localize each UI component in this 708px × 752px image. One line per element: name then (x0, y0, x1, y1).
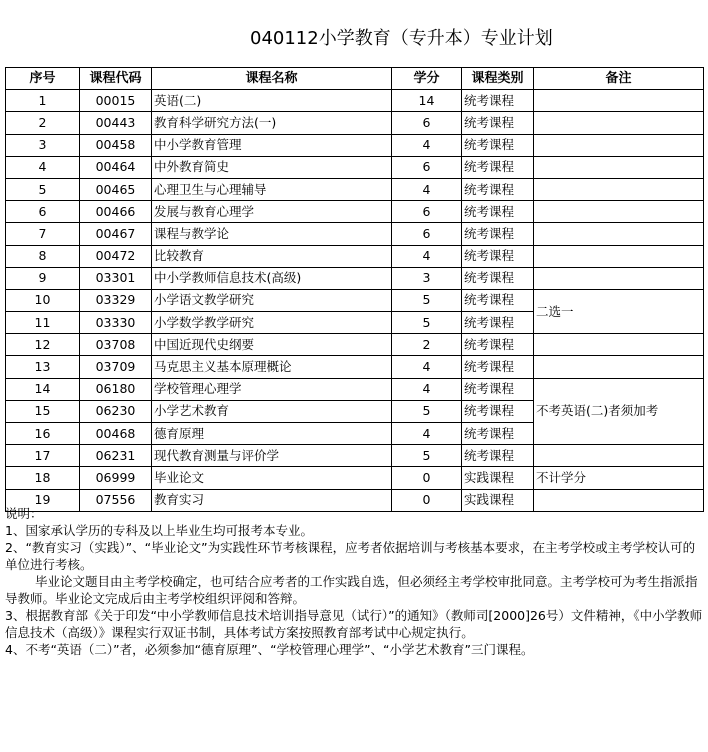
row-code: 07556 (80, 489, 152, 511)
row-remark (534, 445, 704, 467)
row-remark (534, 245, 704, 267)
row-type: 统考课程 (462, 445, 534, 467)
row-type: 统考课程 (462, 423, 534, 445)
row-type: 统考课程 (462, 134, 534, 156)
row-no: 11 (6, 312, 80, 334)
row-credit: 4 (392, 134, 462, 156)
row-credit: 6 (392, 223, 462, 245)
row-no: 1 (6, 90, 80, 112)
row-type: 统考课程 (462, 400, 534, 422)
row-type: 统考课程 (462, 223, 534, 245)
header-type: 课程类别 (462, 68, 534, 90)
row-type: 统考课程 (462, 112, 534, 134)
row-code: 00468 (80, 423, 152, 445)
row-code: 03709 (80, 356, 152, 378)
row-code: 06231 (80, 445, 152, 467)
row-credit: 0 (392, 467, 462, 489)
row-remark (534, 112, 704, 134)
row-type: 统考课程 (462, 90, 534, 112)
row-remark (534, 223, 704, 245)
row-no: 14 (6, 378, 80, 400)
row-no: 19 (6, 489, 80, 511)
row-no: 7 (6, 223, 80, 245)
row-code: 06180 (80, 378, 152, 400)
row-code: 03708 (80, 334, 152, 356)
row-name: 马克思主义基本原理概论 (152, 356, 392, 378)
table-row (6, 378, 704, 400)
row-name: 德育原理 (152, 423, 392, 445)
row-no: 17 (6, 445, 80, 467)
table-row (6, 223, 704, 245)
row-name: 中国近现代史纲要 (152, 334, 392, 356)
header-code: 课程代码 (80, 68, 152, 90)
row-remark (534, 178, 704, 200)
row-name: 发展与教育心理学 (152, 201, 392, 223)
row-remark (534, 90, 704, 112)
row-no: 16 (6, 423, 80, 445)
row-type: 统考课程 (462, 289, 534, 311)
row-code: 00015 (80, 90, 152, 112)
row-no: 15 (6, 400, 80, 422)
table-row (6, 90, 704, 112)
note-2-detail: 毕业论文题目由主考学校确定，也可结合应考者的工作实践自选，但必须经主考学校审批同意。主考学校可为考生指派指导教师。毕业论文完成后由主考学校组织评阅和答辩。 (5, 574, 698, 606)
row-name: 教育实习 (152, 489, 392, 511)
row-no: 5 (6, 178, 80, 200)
row-code: 00458 (80, 134, 152, 156)
page-title: 040112小学教育（专升本）专业计划 (250, 28, 553, 49)
row-name: 毕业论文 (152, 467, 392, 489)
row-no: 8 (6, 245, 80, 267)
row-name: 课程与教学论 (152, 223, 392, 245)
row-remark (534, 356, 704, 378)
row-type: 统考课程 (462, 267, 534, 289)
row-no: 3 (6, 134, 80, 156)
row-no: 10 (6, 289, 80, 311)
row-name: 心理卫生与心理辅导 (152, 178, 392, 200)
row-name: 小学数学教学研究 (152, 312, 392, 334)
row-code: 00472 (80, 245, 152, 267)
table-row (6, 356, 704, 378)
row-remark (534, 334, 704, 356)
row-name: 现代教育测量与评价学 (152, 445, 392, 467)
table-row (6, 334, 704, 356)
table-row (6, 134, 704, 156)
table-row (6, 201, 704, 223)
row-credit: 14 (392, 90, 462, 112)
table-row (6, 445, 704, 467)
notes-section (5, 505, 703, 658)
row-name: 中外教育简史 (152, 156, 392, 178)
row-type: 统考课程 (462, 334, 534, 356)
row-name: 英语(二) (152, 90, 392, 112)
header-no: 序号 (6, 68, 80, 90)
row-type: 实践课程 (462, 467, 534, 489)
row-credit: 5 (392, 400, 462, 422)
row-no: 2 (6, 112, 80, 134)
row-code: 03329 (80, 289, 152, 311)
row-type: 统考课程 (462, 178, 534, 200)
row-code: 00466 (80, 201, 152, 223)
row-code: 03330 (80, 312, 152, 334)
course-plan-table (5, 67, 704, 512)
row-credit: 4 (392, 178, 462, 200)
row-credit: 0 (392, 489, 462, 511)
note-1: 1、国家承认学历的专科及以上毕业生均可报考本专业。 (5, 523, 313, 538)
row-no: 9 (6, 267, 80, 289)
row-remark (534, 134, 704, 156)
row-name: 比较教育 (152, 245, 392, 267)
table-row (6, 178, 704, 200)
row-remark (534, 201, 704, 223)
row-no: 6 (6, 201, 80, 223)
table-row (6, 245, 704, 267)
notes-heading: 说明： (5, 506, 43, 521)
note-3: 3、根据教育部《关于印发“中小学教师信息技术培训指导意见（试行）”的通知》（教师司[2000]26号）文件精神，《中小学教师信息技术（高级）》课程实行双证书制，具体考试方案按照教育部考试中心规定执行。 (5, 608, 703, 640)
header-remark: 备注 (534, 68, 704, 90)
row-name: 学校管理心理学 (152, 378, 392, 400)
row-credit: 4 (392, 245, 462, 267)
remark-choose-one: 二选一 (534, 289, 704, 333)
row-type: 统考课程 (462, 201, 534, 223)
row-credit: 2 (392, 334, 462, 356)
row-credit: 3 (392, 267, 462, 289)
row-type: 统考课程 (462, 356, 534, 378)
table-row (6, 156, 704, 178)
row-credit: 6 (392, 112, 462, 134)
row-name: 中小学教师信息技术(高级) (152, 267, 392, 289)
row-code: 00467 (80, 223, 152, 245)
row-code: 00464 (80, 156, 152, 178)
note-4: 4、不考“英语（二）”者，必须参加“德育原理”、“学校管理心理学”、“小学艺术教育”三门课程。 (5, 642, 534, 657)
row-type: 统考课程 (462, 245, 534, 267)
row-credit: 5 (392, 289, 462, 311)
table-row (6, 289, 704, 311)
row-type: 实践课程 (462, 489, 534, 511)
row-credit: 6 (392, 201, 462, 223)
row-credit: 4 (392, 356, 462, 378)
row-credit: 4 (392, 378, 462, 400)
table-row (6, 112, 704, 134)
row-no: 18 (6, 467, 80, 489)
row-remark (534, 267, 704, 289)
row-name: 教育科学研究方法(一) (152, 112, 392, 134)
header-credit: 学分 (392, 68, 462, 90)
header-name: 课程名称 (152, 68, 392, 90)
row-no: 12 (6, 334, 80, 356)
row-name: 小学艺术教育 (152, 400, 392, 422)
table-row (6, 467, 704, 489)
row-type: 统考课程 (462, 378, 534, 400)
table-row (6, 267, 704, 289)
row-credit: 5 (392, 445, 462, 467)
row-name: 小学语文教学研究 (152, 289, 392, 311)
table-header-row (6, 68, 704, 90)
row-no: 4 (6, 156, 80, 178)
row-credit: 4 (392, 423, 462, 445)
row-name: 中小学教育管理 (152, 134, 392, 156)
row-type: 统考课程 (462, 156, 534, 178)
row-credit: 5 (392, 312, 462, 334)
row-type: 统考课程 (462, 312, 534, 334)
row-code: 00465 (80, 178, 152, 200)
row-remark (534, 156, 704, 178)
remark-no-english: 不考英语(二)者须加考 (534, 378, 704, 445)
row-code: 06999 (80, 467, 152, 489)
row-code: 00443 (80, 112, 152, 134)
row-code: 06230 (80, 400, 152, 422)
note-2: 2、“教育实习（实践）”、“毕业论文”为实践性环节考核课程，应考者依据培训与考核基本要求，在主考学校或主考学校认可的单位进行考核。 (5, 540, 696, 572)
row-code: 03301 (80, 267, 152, 289)
row-no: 13 (6, 356, 80, 378)
remark-no-credit: 不计学分 (534, 467, 704, 489)
row-credit: 6 (392, 156, 462, 178)
